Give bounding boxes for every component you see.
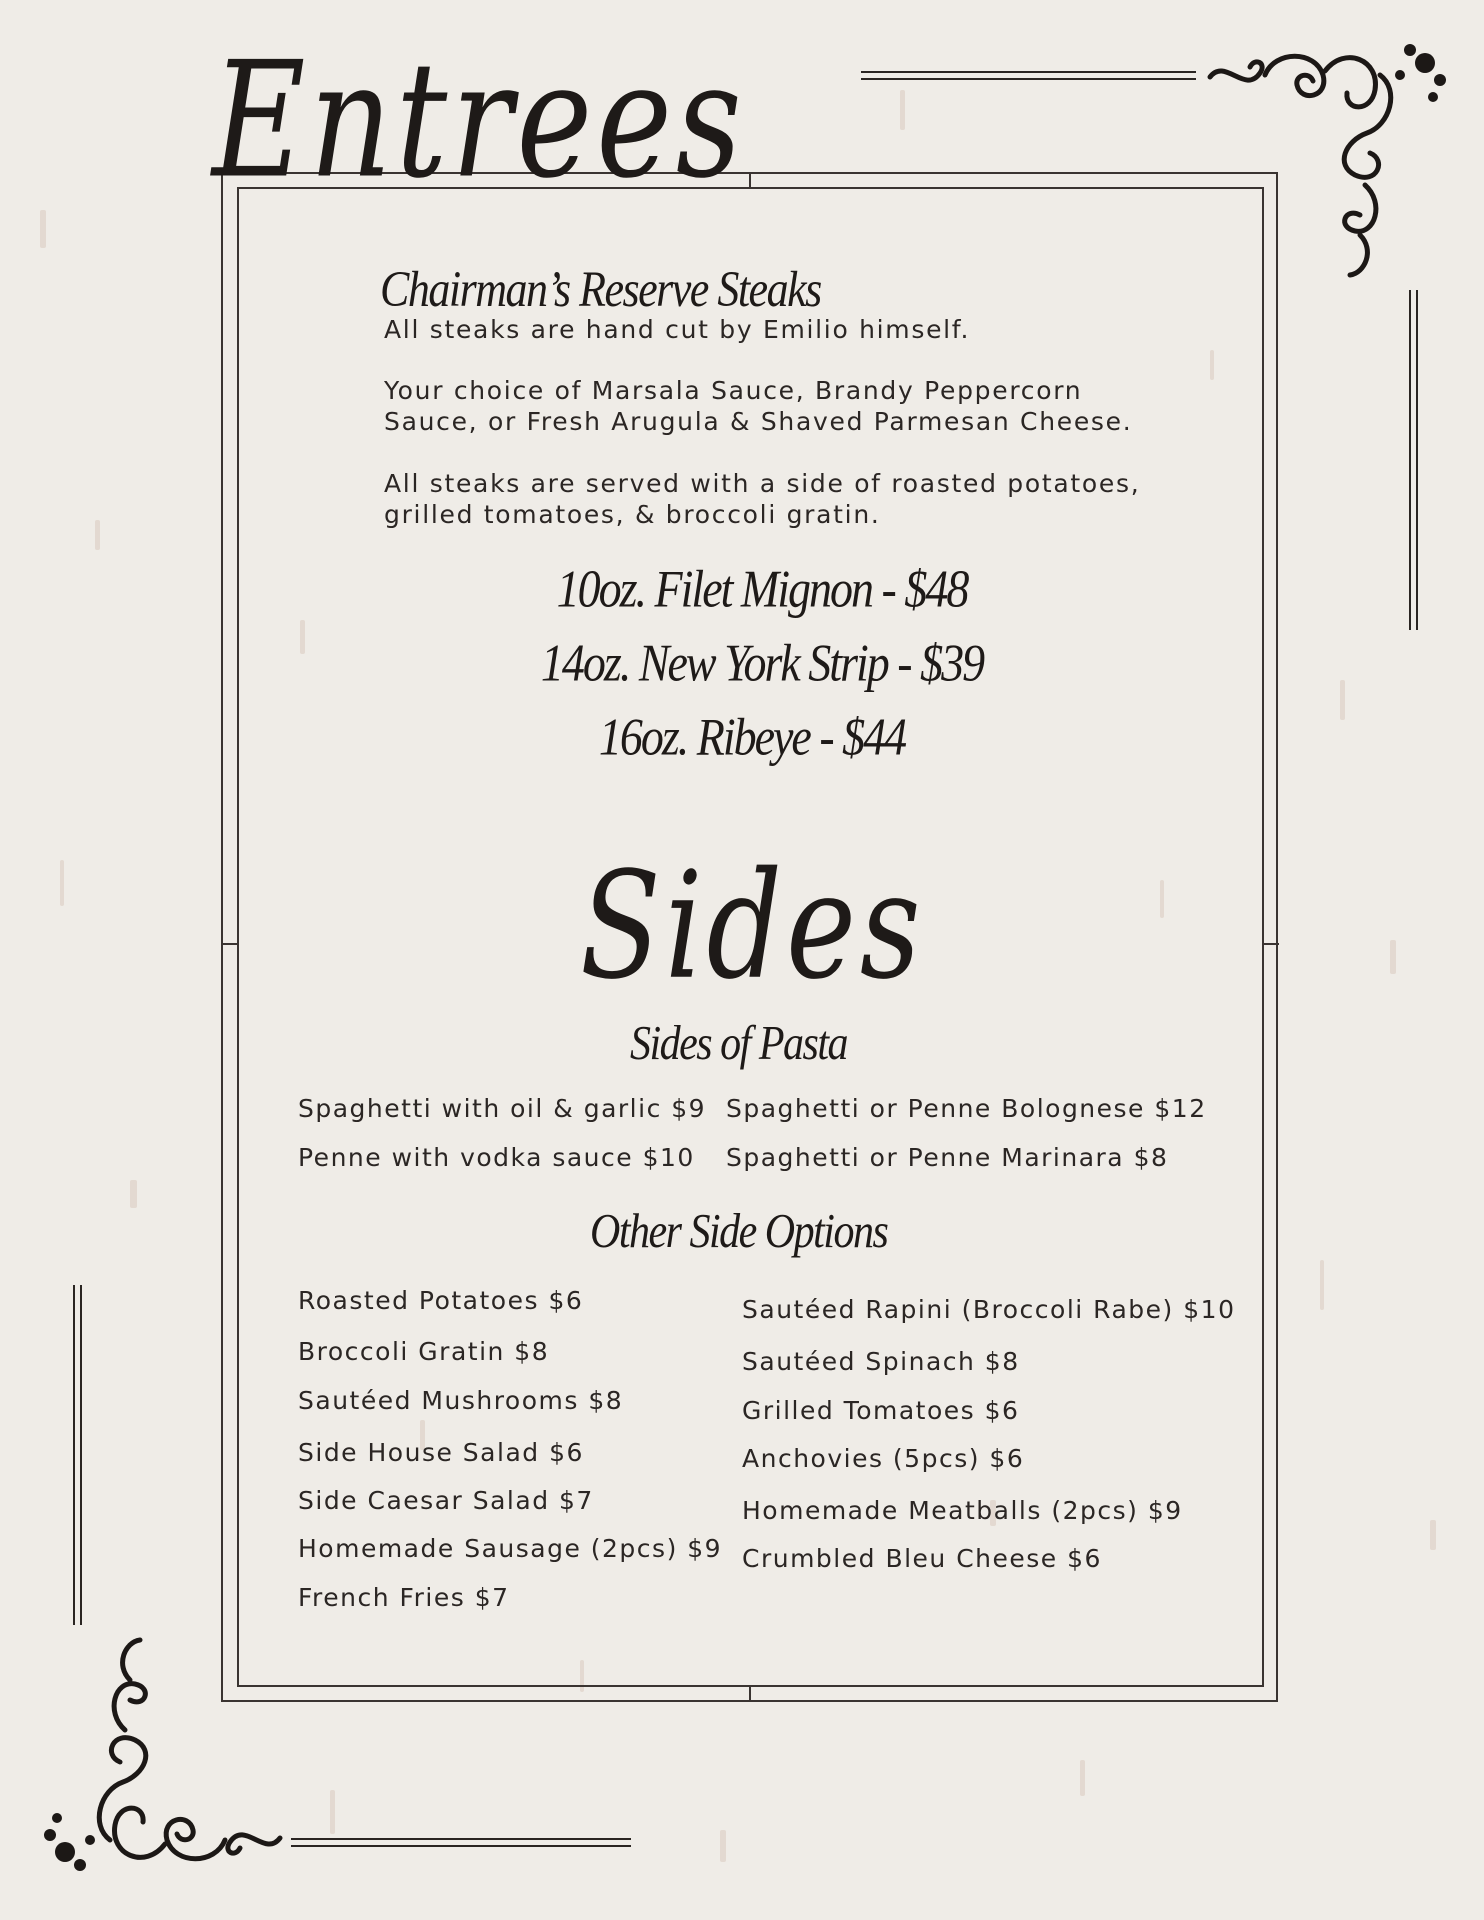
- entrees-title: Entrees: [212, 28, 746, 215]
- steak-item-filet: 10oz. Filet Mignon - $48: [556, 559, 968, 618]
- frame-tick-bottom: [749, 1686, 751, 1702]
- top-right-flourish-icon: [1205, 35, 1465, 295]
- list-item: Penne with vodka sauce $10: [298, 1143, 695, 1172]
- list-item: Side House Salad $6: [298, 1438, 584, 1467]
- list-item: Sautéed Mushrooms $8: [298, 1386, 624, 1415]
- list-item: Homemade Sausage (2pcs) $9: [298, 1534, 723, 1563]
- list-item: Anchovies (5pcs) $6: [742, 1444, 1025, 1473]
- list-item: Grilled Tomatoes $6: [742, 1396, 1020, 1425]
- list-item: Roasted Potatoes $6: [298, 1286, 584, 1315]
- other-sides-left-column: [298, 1286, 722, 1632]
- steaks-sauce-line-2: Sauce, or Fresh Arugula & Shaved Parmesan Cheese.: [384, 407, 1133, 436]
- list-item: Sautéed Spinach $8: [742, 1347, 1020, 1376]
- frame-tick-top: [749, 172, 751, 188]
- steaks-served-line-2: grilled tomatoes, & broccoli gratin.: [384, 500, 881, 529]
- other-sides-heading: Other Side Options: [590, 1205, 888, 1259]
- list-item: Sautéed Rapini (Broccoli Rabe) $10: [742, 1295, 1236, 1324]
- list-item: Crumbled Bleu Cheese $6: [742, 1544, 1102, 1573]
- steaks-heading: Chairman’s Reserve Steaks: [380, 261, 821, 318]
- frame-tick-right: [1263, 943, 1279, 945]
- list-item: Spaghetti with oil & garlic $9: [298, 1094, 707, 1123]
- steak-item-strip: 14oz. New York Strip - $39: [540, 633, 984, 692]
- frame-tick-left: [221, 943, 237, 945]
- list-item: Homemade Meatballs (2pcs) $9: [742, 1496, 1183, 1525]
- pasta-heading: Sides of Pasta: [630, 1017, 847, 1071]
- other-sides-right-column: [742, 1295, 1235, 1593]
- bottom-left-flourish-icon: [25, 1620, 285, 1880]
- steaks-sauce-line-1: Your choice of Marsala Sauce, Brandy Peppercorn: [384, 376, 1083, 405]
- list-item: French Fries $7: [298, 1583, 510, 1612]
- steaks-intro: All steaks are hand cut by Emilio himself.: [384, 315, 971, 344]
- list-item: Spaghetti or Penne Marinara $8: [726, 1143, 1169, 1172]
- list-item: Spaghetti or Penne Bolognese $12: [726, 1094, 1207, 1123]
- pasta-right-column: [726, 1094, 1207, 1192]
- steaks-served-line-1: All steaks are served with a side of roasted potatoes,: [384, 469, 1141, 498]
- pasta-left-column: [298, 1094, 706, 1192]
- steak-item-ribeye: 16oz. Ribeye - $44: [598, 707, 906, 766]
- list-item: Broccoli Gratin $8: [298, 1337, 550, 1366]
- list-item: Side Caesar Salad $7: [298, 1486, 594, 1515]
- sides-title: Sides: [580, 839, 925, 1012]
